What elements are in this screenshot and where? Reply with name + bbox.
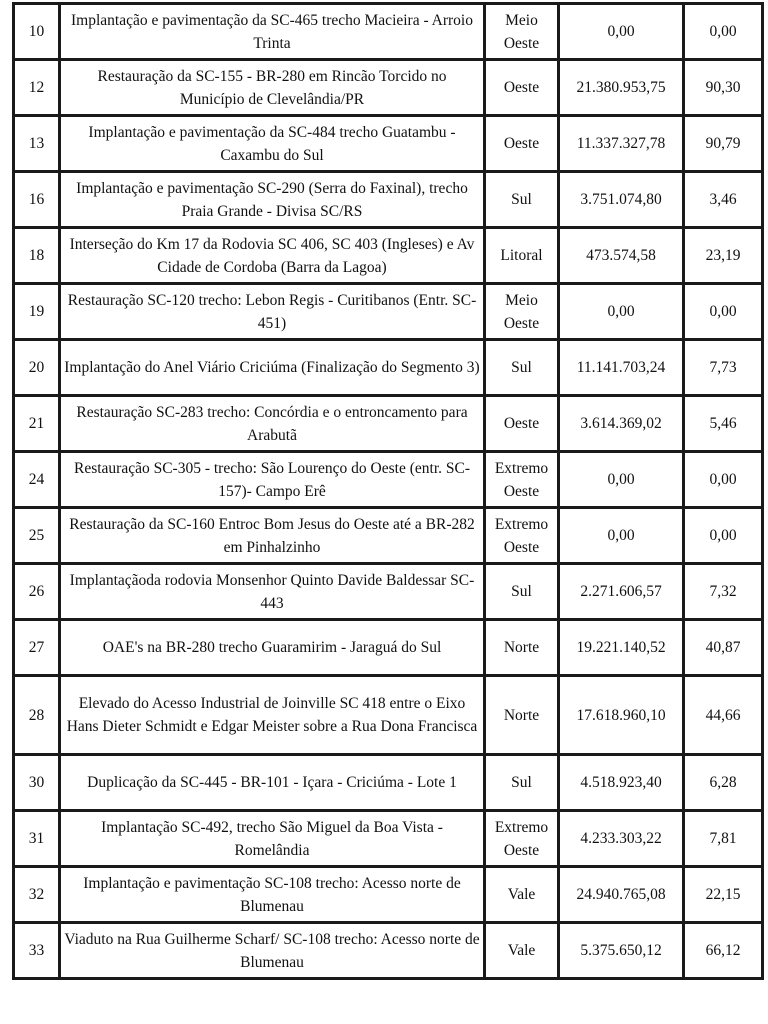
percentage: 6,28 [684,755,763,811]
amount: 17.618.960,10 [559,676,684,755]
region: Sul [485,755,559,811]
amount: 2.271.606,57 [559,564,684,620]
table-row [14,116,763,172]
percentage: 0,00 [684,508,763,564]
region: Meio Oeste [485,4,559,60]
table-row [14,564,763,620]
project-description: Restauração SC-120 trecho: Lebon Regis - Curitibanos (Entr. SC-451) [60,284,485,340]
percentage: 66,12 [684,923,763,979]
region: Norte [485,620,559,676]
project-description: Elevado do Acesso Industrial de Joinville SC 418 entre o Eixo Hans Dieter Schmidt e Edgar Meister sobre a Rua Dona Francisca [60,676,485,755]
amount: 3.614.369,02 [559,396,684,452]
table-row [14,172,763,228]
row-number: 18 [14,228,60,284]
row-number: 16 [14,172,60,228]
row-number: 26 [14,564,60,620]
region: Oeste [485,116,559,172]
amount: 473.574,58 [559,228,684,284]
table-row [14,867,763,923]
region: Sul [485,340,559,396]
region: Norte [485,676,559,755]
table-row [14,4,763,60]
row-number: 31 [14,811,60,867]
project-description: Restauração da SC-160 Entroc Bom Jesus do Oeste até a BR-282 em Pinhalzinho [60,508,485,564]
percentage: 44,66 [684,676,763,755]
region: Extremo Oeste [485,811,559,867]
region: Sul [485,172,559,228]
table-row [14,452,763,508]
percentage: 23,19 [684,228,763,284]
amount: 4.518.923,40 [559,755,684,811]
row-number: 24 [14,452,60,508]
table-row [14,755,763,811]
row-number: 12 [14,60,60,116]
row-number: 32 [14,867,60,923]
project-description: Restauração da SC-155 - BR-280 em Rincão Torcido no Município de Clevelândia/PR [60,60,485,116]
percentage: 7,73 [684,340,763,396]
row-number: 33 [14,923,60,979]
amount: 24.940.765,08 [559,867,684,923]
row-number: 25 [14,508,60,564]
row-number: 27 [14,620,60,676]
table-row [14,396,763,452]
region: Sul [485,564,559,620]
row-number: 13 [14,116,60,172]
table-row [14,923,763,979]
percentage: 90,30 [684,60,763,116]
percentage: 0,00 [684,284,763,340]
region: Vale [485,867,559,923]
percentage: 22,15 [684,867,763,923]
region: Meio Oeste [485,284,559,340]
project-description: Restauração SC-283 trecho: Concórdia e o entroncamento para Arabutã [60,396,485,452]
percentage: 7,81 [684,811,763,867]
amount: 21.380.953,75 [559,60,684,116]
table-row [14,284,763,340]
project-description: Implantação SC-492, trecho São Miguel da Boa Vista - Romelândia [60,811,485,867]
table-row [14,60,763,116]
row-number: 28 [14,676,60,755]
project-description: Duplicação da SC-445 - BR-101 - Içara - Criciúma - Lote 1 [60,755,485,811]
projects-table [12,2,764,980]
region: Extremo Oeste [485,508,559,564]
project-description: Implantação do Anel Viário Criciúma (Finalização do Segmento 3) [60,340,485,396]
region: Vale [485,923,559,979]
amount: 0,00 [559,508,684,564]
percentage: 90,79 [684,116,763,172]
row-number: 20 [14,340,60,396]
region: Litoral [485,228,559,284]
amount: 5.375.650,12 [559,923,684,979]
project-description: Implantação e pavimentação da SC-484 trecho Guatambu - Caxambu do Sul [60,116,485,172]
percentage: 7,32 [684,564,763,620]
amount: 4.233.303,22 [559,811,684,867]
amount: 11.337.327,78 [559,116,684,172]
amount: 11.141.703,24 [559,340,684,396]
percentage: 0,00 [684,4,763,60]
row-number: 21 [14,396,60,452]
table-row [14,340,763,396]
region: Oeste [485,396,559,452]
row-number: 30 [14,755,60,811]
project-description: Implantação e pavimentação SC-108 trecho: Acesso norte de Blumenau [60,867,485,923]
amount: 0,00 [559,4,684,60]
project-description: Restauração SC-305 - trecho: São Lourenço do Oeste (entr. SC-157)- Campo Erê [60,452,485,508]
project-description: Implantação e pavimentação da SC-465 trecho Macieira - Arroio Trinta [60,4,485,60]
project-description: Viaduto na Rua Guilherme Scharf/ SC-108 trecho: Acesso norte de Blumenau [60,923,485,979]
project-description: OAE's na BR-280 trecho Guaramirim - Jaraguá do Sul [60,620,485,676]
project-description: Implantaçãoda rodovia Monsenhor Quinto Davide Baldessar SC-443 [60,564,485,620]
table-row [14,620,763,676]
region: Oeste [485,60,559,116]
percentage: 5,46 [684,396,763,452]
table-row [14,228,763,284]
row-number: 10 [14,4,60,60]
percentage: 40,87 [684,620,763,676]
row-number: 19 [14,284,60,340]
project-description: Interseção do Km 17 da Rodovia SC 406, SC 403 (Ingleses) e Av Cidade de Cordoba (Barra da Lagoa) [60,228,485,284]
amount: 19.221.140,52 [559,620,684,676]
table-row [14,676,763,755]
table-row [14,508,763,564]
percentage: 0,00 [684,452,763,508]
region: Extremo Oeste [485,452,559,508]
amount: 3.751.074,80 [559,172,684,228]
percentage: 3,46 [684,172,763,228]
amount: 0,00 [559,284,684,340]
amount: 0,00 [559,452,684,508]
table-row [14,811,763,867]
project-description: Implantação e pavimentação SC-290 (Serra do Faxinal), trecho Praia Grande - Divisa SC/RS [60,172,485,228]
